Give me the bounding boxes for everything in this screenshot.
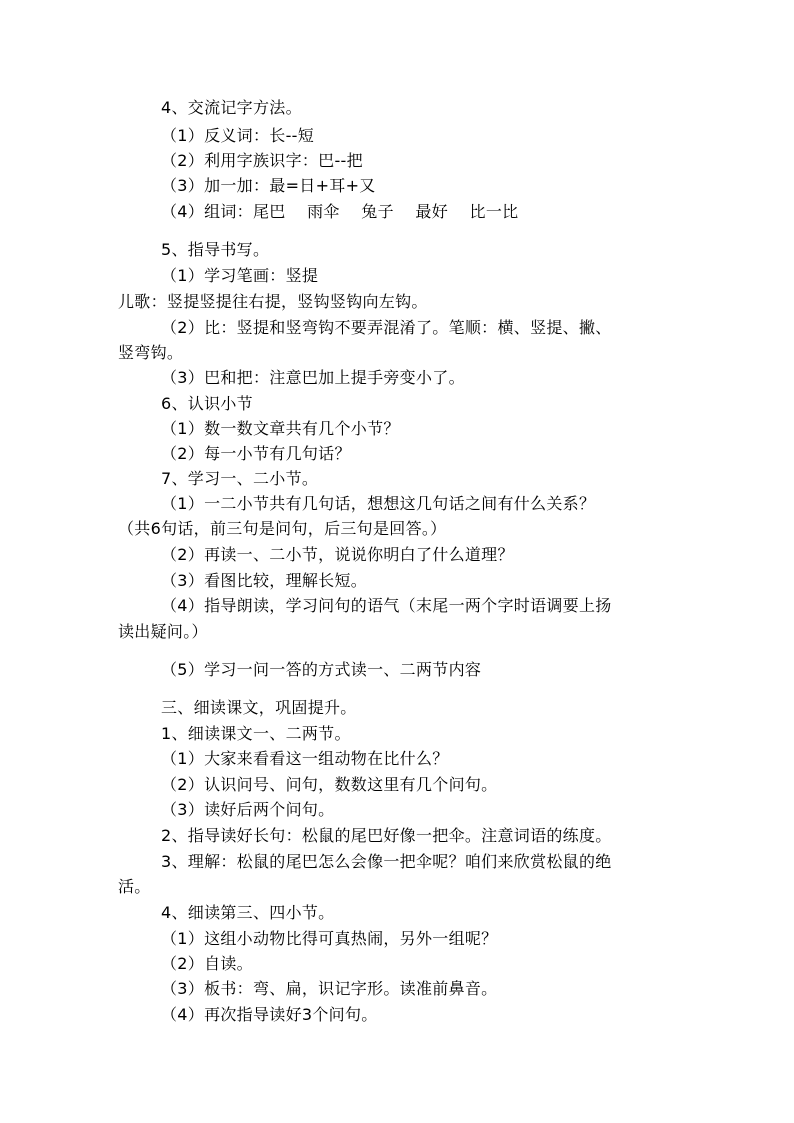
heading-1-close-reading: 1、细读课文一、二两节。	[161, 724, 351, 743]
paragraph-continuation: （共6句话，前三句是问句，后三句是回答。）	[118, 519, 447, 538]
paragraph-line: 儿歌：竖提竖提往右提，竖钩竖钩向左钩。	[118, 292, 428, 311]
paragraph-continuation: 竖弯钩。	[118, 343, 184, 362]
list-item: （1）大家来看看这一组动物在比什么？	[161, 749, 449, 768]
list-item: （3）读好后两个问句。	[161, 800, 335, 819]
list-item: （4）组词：尾巴 雨伞 兔子 最好 比一比	[161, 202, 519, 221]
list-item: （3）看图比较，理解长短。	[161, 571, 368, 590]
list-item: （1）学习笔画：竖提	[161, 266, 319, 285]
list-item: （5）学习一问一答的方式读一、二两节内容	[161, 660, 482, 679]
list-item: （4）再次指导读好3个问句。	[161, 1005, 378, 1024]
list-item: （4）指导朗读，学习问句的语气（末尾一两个字时语调要上扬	[161, 596, 612, 615]
list-item: （1）反义词：长--短	[161, 126, 315, 145]
list-item: （2）再读一、二小节，说说你明白了什么道理？	[161, 545, 514, 564]
list-item: （2）认识问号、问句，数数这里有几个问句。	[161, 775, 498, 794]
paragraph-continuation: 读出疑问。）	[118, 622, 208, 641]
list-item: （2）比：竖提和竖弯钩不要弄混淆了。笔顺：横、竖提、撇、	[161, 318, 612, 337]
list-item: （2）自读。	[161, 954, 253, 973]
list-item: （1）这组小动物比得可真热闹，另外一组呢？	[161, 929, 498, 948]
heading-6-sections: 6、认识小节	[161, 394, 253, 413]
heading-3-understanding: 3、理解：松鼠的尾巴怎么会像一把伞呢？咱们来欣赏松鼠的绝	[161, 852, 612, 871]
list-item: （1）数一数文章共有几个小节？	[161, 419, 400, 438]
heading-5-writing-guide: 5、指导书写。	[161, 240, 270, 259]
heading-2-long-sentence: 2、指导读好长句：松鼠的尾巴好像一把伞。注意词语的练度。	[161, 826, 612, 845]
list-item: （1）一二小节共有几句话，想想这几句话之间有什么关系？	[161, 494, 596, 513]
heading-4-memory-methods: 4、交流记字方法。	[161, 98, 302, 117]
list-item: （3）加一加：最=日+耳+又	[161, 176, 376, 195]
list-item: （3）板书：弯、扁，识记字形。读准前鼻音。	[161, 979, 498, 998]
paragraph-continuation: 活。	[118, 877, 151, 896]
list-item: （2）利用字族识字：巴--把	[161, 151, 363, 170]
list-item: （2）每一小节有几句话？	[161, 444, 351, 463]
list-item: （3）巴和把：注意巴加上提手旁变小了。	[161, 368, 465, 387]
heading-7-study-sections: 7、学习一、二小节。	[161, 469, 319, 488]
heading-section-3: 三、细读课文，巩固提升。	[161, 698, 357, 717]
heading-4-close-reading: 4、细读第三、四小节。	[161, 903, 335, 922]
